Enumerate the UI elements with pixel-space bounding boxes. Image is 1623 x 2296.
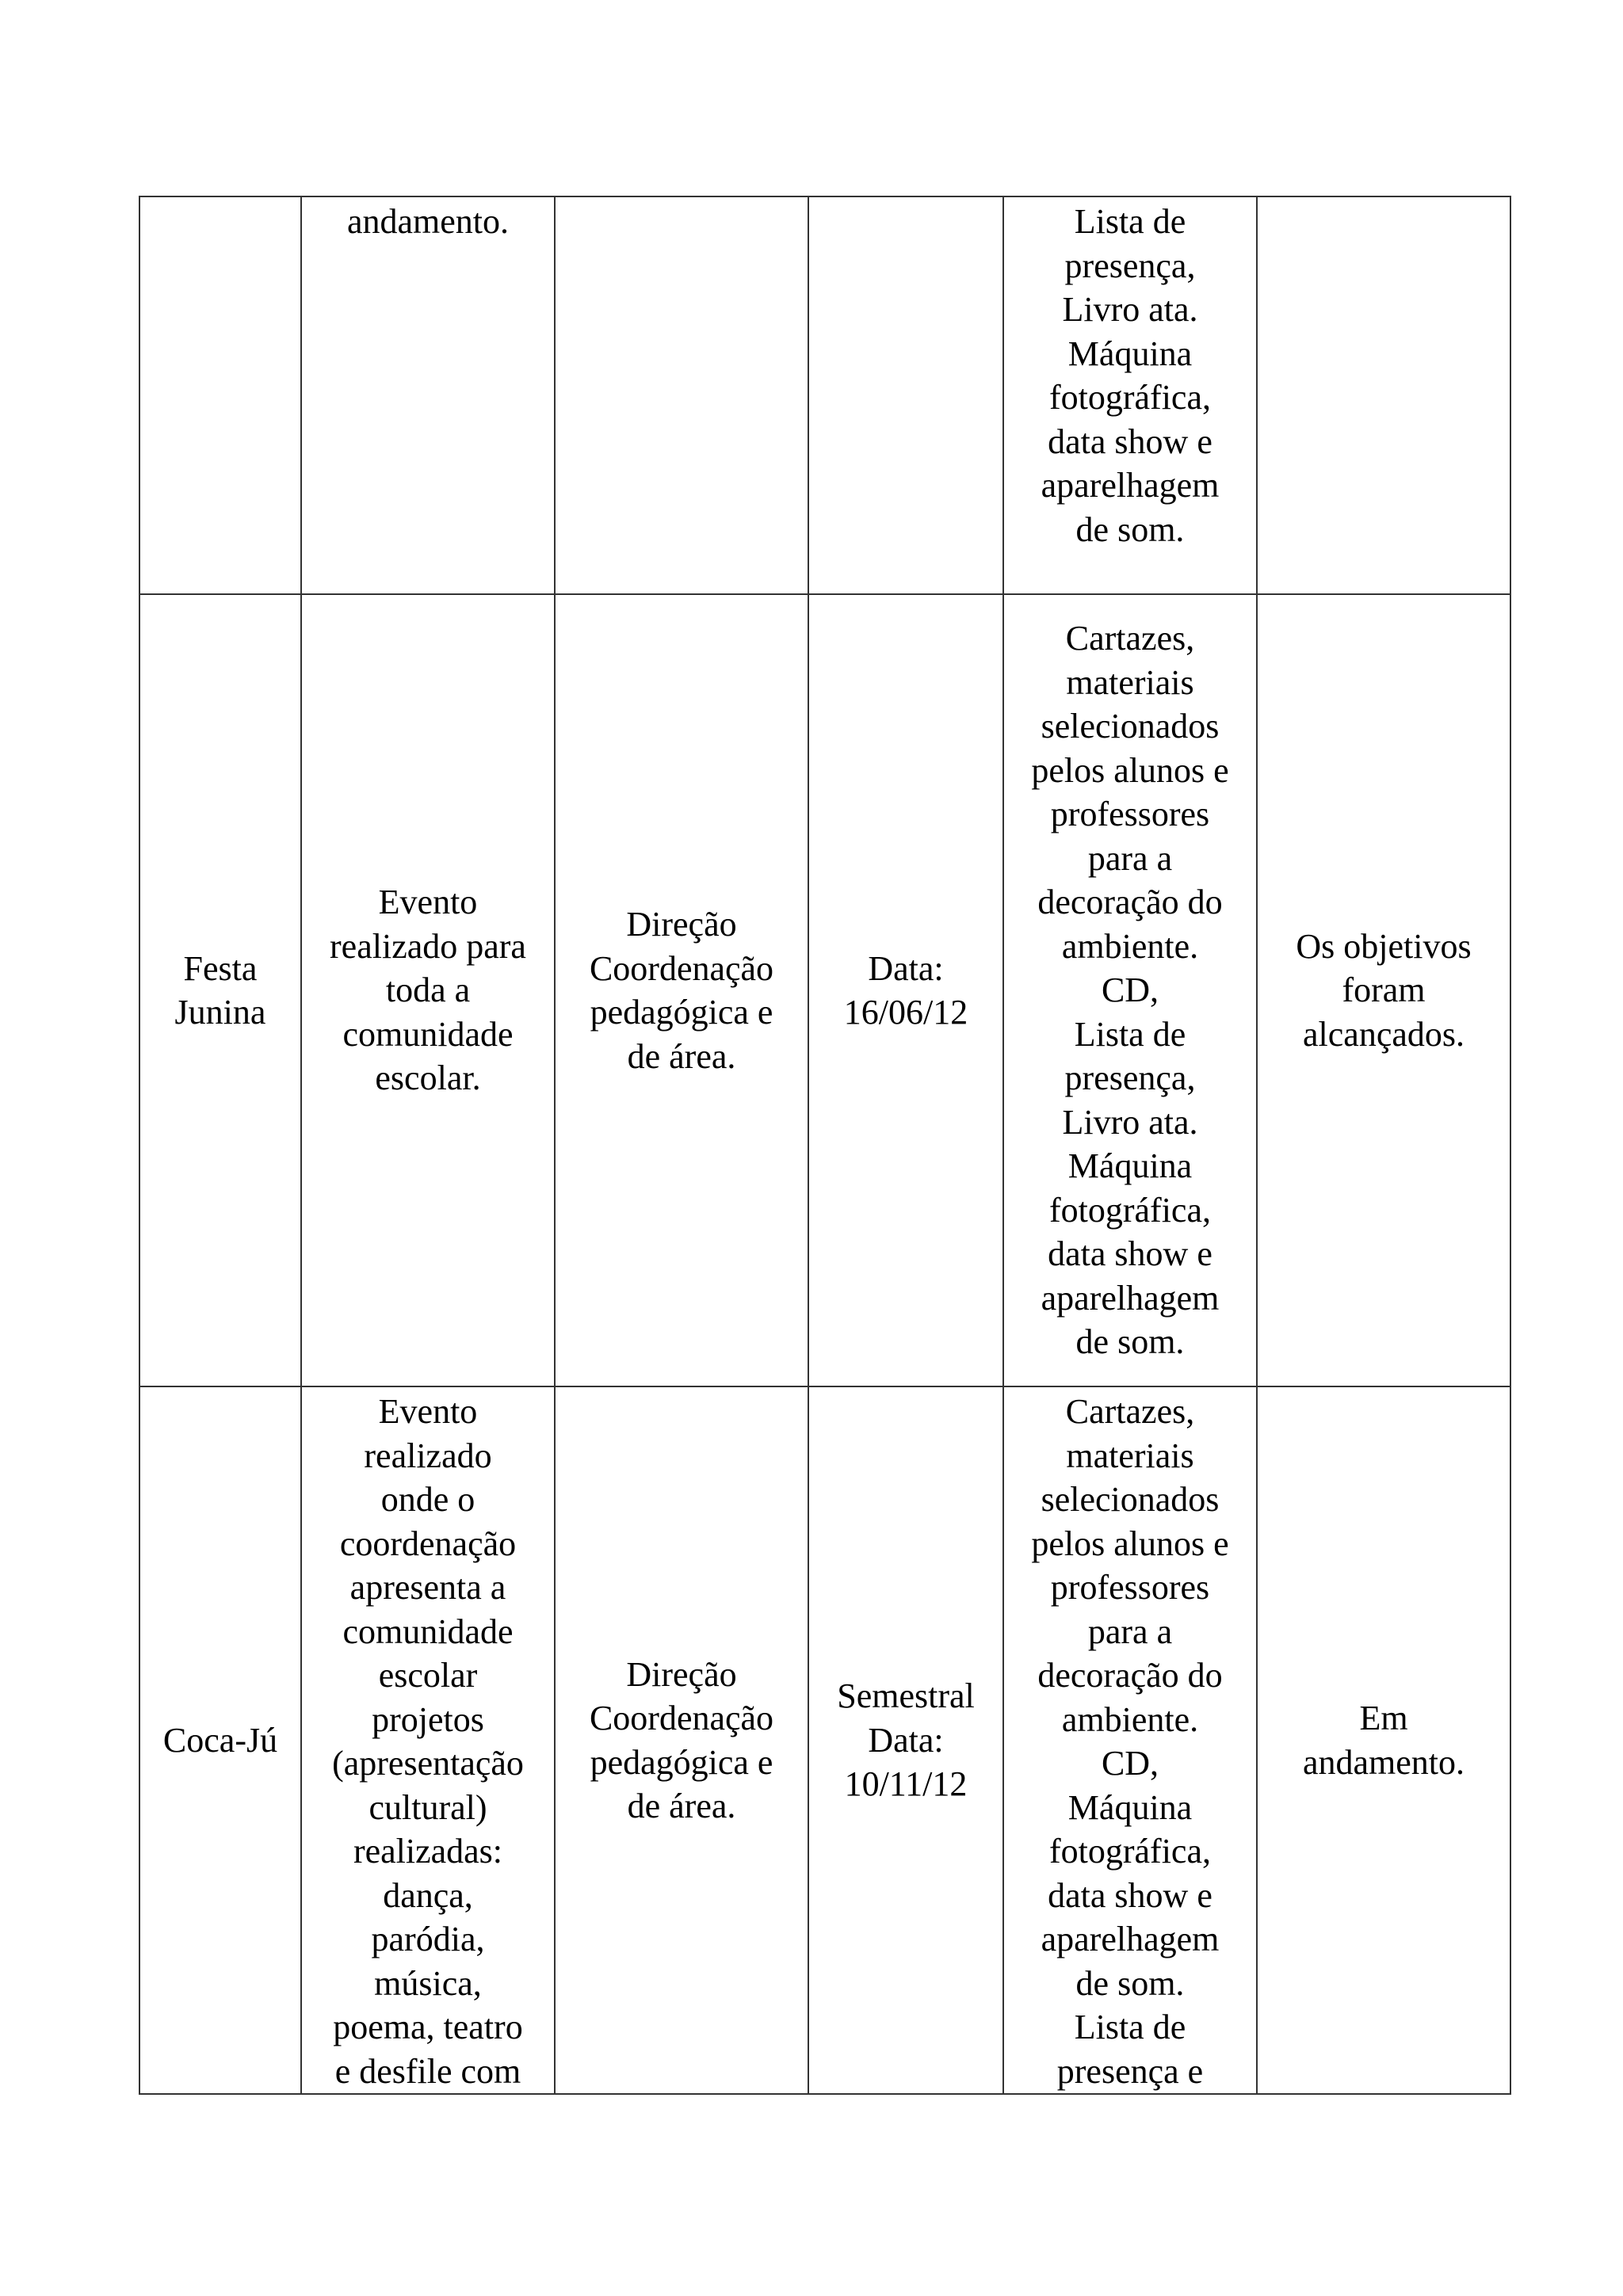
resources-cell: Cartazes, materiais selecionados pelos alunos e professores para a decoração do ambiente. CD, Máquina fotográfica, data show e aparelhagem de som. Lista de presença e	[1003, 1386, 1257, 2094]
resources-cell: Cartazes, materiais selecionados pelos alunos e professores para a decoração do ambiente. CD, Lista de presença, Livro ata. Máquina fotográfica, data show e aparelhagem de som.	[1003, 594, 1257, 1386]
responsible-cell	[555, 196, 808, 594]
description-cell: andamento.	[301, 196, 555, 594]
results-cell: Em andamento.	[1257, 1386, 1510, 2094]
table-row	[139, 1386, 1510, 2094]
period-cell	[808, 196, 1003, 594]
activity-cell: Coca-Jú	[139, 1386, 301, 2094]
resources-cell: Lista de presença, Livro ata. Máquina fotográfica, data show e aparelhagem de som.	[1003, 196, 1257, 594]
description-cell: Evento realizado para toda a comunidade escolar.	[301, 594, 555, 1386]
results-cell: Os objetivos foram alcançados.	[1257, 594, 1510, 1386]
description-cell: Evento realizado onde o coordenação apresenta a comunidade escolar projetos (apresentação cultural) realizadas: dança, paródia, música, poema, teatro e desfile com	[301, 1386, 555, 2094]
activity-cell: Festa Junina	[139, 594, 301, 1386]
table-row	[139, 196, 1510, 594]
responsible-cell: Direção Coordenação pedagógica e de área.	[555, 1386, 808, 2094]
responsible-cell: Direção Coordenação pedagógica e de área.	[555, 594, 808, 1386]
activity-cell	[139, 196, 301, 594]
period-cell: Data: 16/06/12	[808, 594, 1003, 1386]
period-cell: Semestral Data: 10/11/12	[808, 1386, 1003, 2094]
results-cell	[1257, 196, 1510, 594]
table-row	[139, 594, 1510, 1386]
activities-table	[139, 196, 1511, 2095]
